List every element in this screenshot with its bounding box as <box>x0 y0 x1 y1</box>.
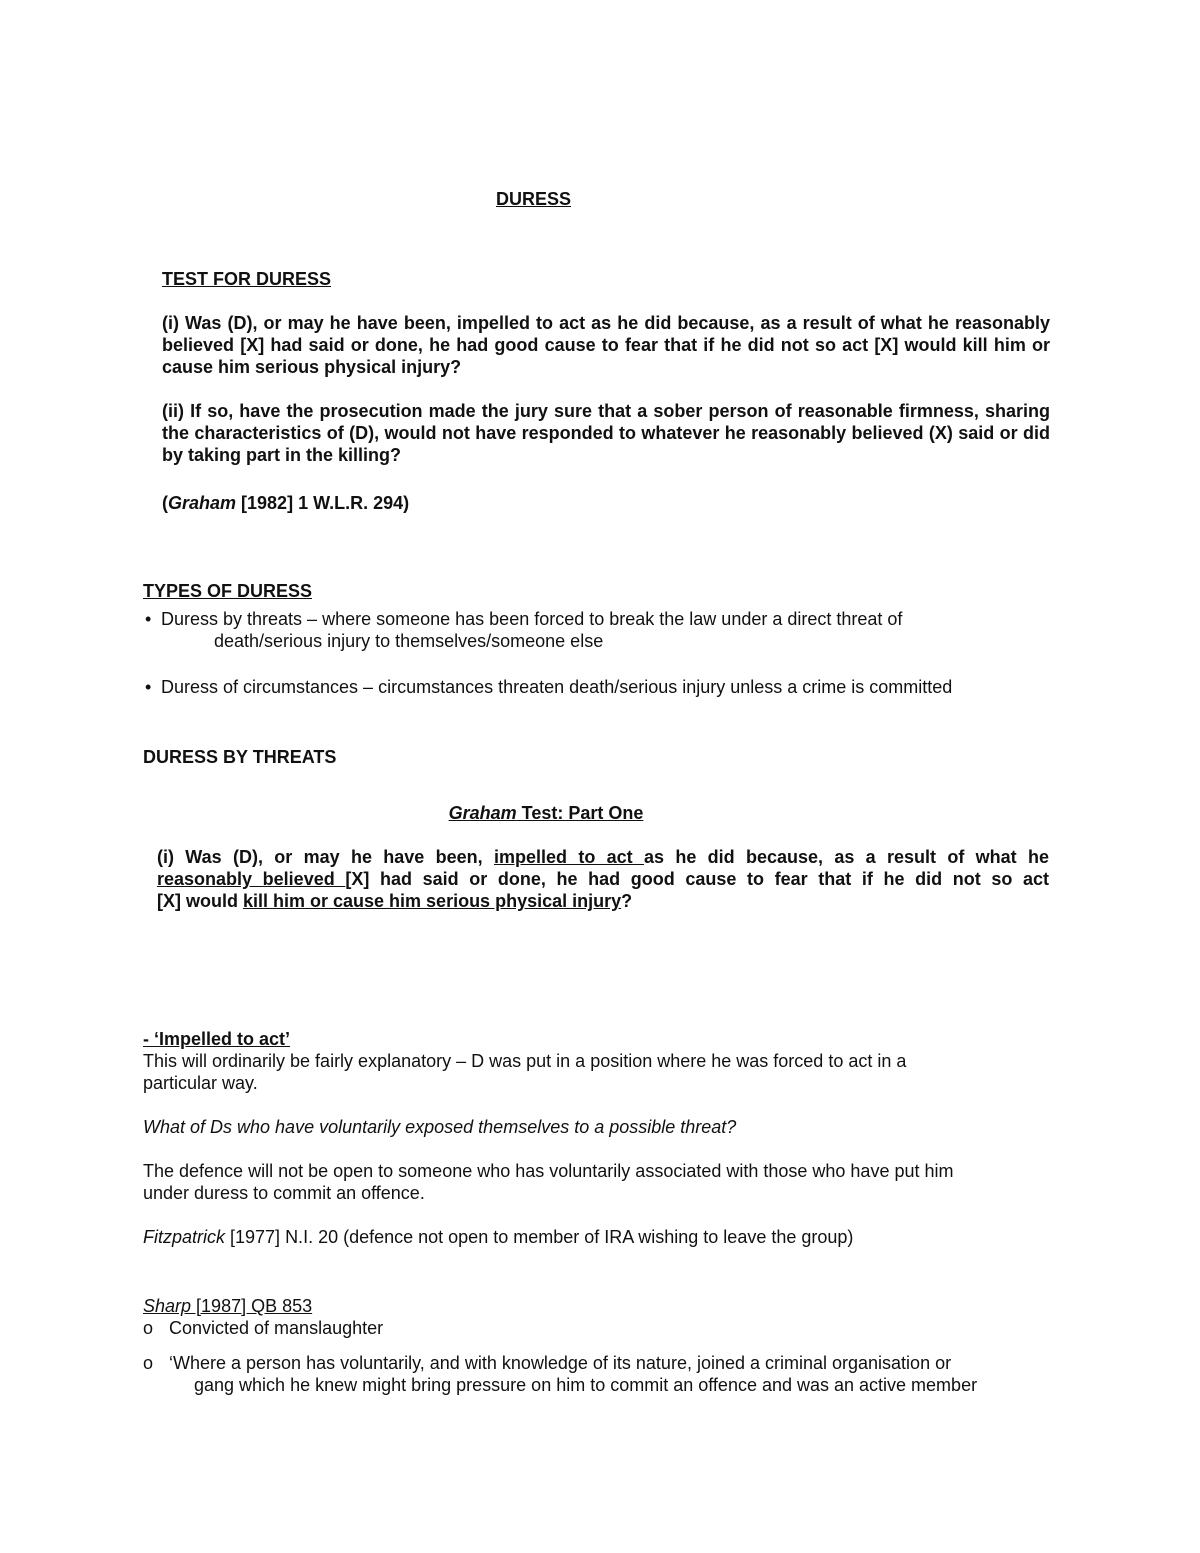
test-question-1: (i) Was (D), or may he have been, impelled to act as he did because, as a result of what he reasonably believed [X] had said or done, he had good cause to fear that if he did not so act [X] would kill him or cause him serious physical injury? <box>162 313 1050 377</box>
types-heading: TYPES OF DURESS <box>143 581 313 601</box>
part-one-question-line-3 <box>157 890 1049 912</box>
sharp-case-name: Sharp <box>143 1296 192 1316</box>
part-one-question-line-1 <box>157 846 1049 868</box>
fitzpatrick-reference: [1977] N.I. 20 (defence not open to member of IRA wishing to leave the group) <box>225 1227 854 1247</box>
part-one-heading <box>340 802 752 824</box>
paragraph-line: particular way. <box>143 1073 258 1093</box>
fitzpatrick-case-name: Fitzpatrick <box>143 1227 226 1247</box>
circle-bullet-icon: o <box>143 1318 154 1338</box>
citation-open: ( <box>162 493 168 513</box>
impelled-question: What of Ds who have voluntarily exposed themselves to a possible threat? <box>143 1117 737 1137</box>
impelled-paragraph-1 <box>143 1050 906 1094</box>
part-one-question-line-2 <box>157 868 1049 890</box>
types-list-item <box>145 676 952 698</box>
types-item-text: Duress by threats – where someone has been forced to break the law under a direct threat of <box>161 609 903 629</box>
citation-reference: [1982] 1 W.L.R. 294) <box>236 493 410 513</box>
sharp-item-text: Convicted of manslaughter <box>169 1318 384 1338</box>
test-heading: TEST FOR DURESS <box>162 269 332 289</box>
citation-case-name: Graham <box>168 493 237 513</box>
question-text: (i) Was (D), or may he have been, <box>157 847 494 867</box>
sharp-list-item-continuation: gang which he knew might bring pressure on him to commit an offence and was an active member <box>194 1375 978 1395</box>
serious-injury-emphasis: kill him or cause him serious physical injury <box>242 891 622 911</box>
question-text: [X] would <box>157 891 243 911</box>
fitzpatrick-citation <box>143 1226 853 1248</box>
sharp-citation <box>143 1295 312 1317</box>
impelled-heading: - ‘Impelled to act’ <box>143 1029 291 1049</box>
graham-citation <box>162 492 409 514</box>
threats-heading: DURESS BY THREATS <box>143 747 337 767</box>
part-one-case-name: Graham <box>448 803 517 823</box>
impelled-to-act-emphasis: impelled to act <box>493 847 644 867</box>
sharp-list-item <box>143 1317 383 1339</box>
document-title: DURESS <box>496 189 572 209</box>
paragraph-line: The defence will not be open to someone who has voluntarily associated with those who have put him <box>143 1161 954 1181</box>
sharp-item-text: ‘Where a person has voluntarily, and with knowledge of its nature, joined a criminal organisation or <box>169 1353 952 1373</box>
question-text: [X] had said or done, he had good cause to fear that if he did not so act <box>345 869 1049 889</box>
circle-bullet-icon: o <box>143 1353 154 1373</box>
part-one-question <box>157 846 1049 912</box>
reasonably-believed-emphasis: reasonably believed <box>157 869 346 889</box>
sharp-list-item <box>143 1352 951 1374</box>
sharp-reference: [1987] QB 853 <box>191 1296 313 1316</box>
part-one-label: Test: Part One <box>516 803 644 823</box>
bullet-icon: • <box>145 677 152 697</box>
types-list-item <box>145 608 902 630</box>
types-item-text: Duress of circumstances – circumstances threaten death/serious injury unless a crime is committed <box>161 677 953 697</box>
paragraph-line: This will ordinarily be fairly explanatory – D was put in a position where he was forced to act in a <box>143 1051 907 1071</box>
paragraph-line: under duress to commit an offence. <box>143 1183 425 1203</box>
test-question-2: (ii) If so, have the prosecution made the jury sure that a sober person of reasonable firmness, sharing the characteristics of (D), would not have responded to whatever he reasonably believed (X) said or did by taking part in the killing? <box>162 401 1050 465</box>
bullet-icon: • <box>145 609 152 629</box>
question-text: as he did because, as a result of what he <box>643 847 1049 867</box>
types-list-item-continuation: death/serious injury to themselves/someone else <box>214 631 604 651</box>
impelled-paragraph-2 <box>143 1160 953 1204</box>
question-mark: ? <box>621 891 633 911</box>
